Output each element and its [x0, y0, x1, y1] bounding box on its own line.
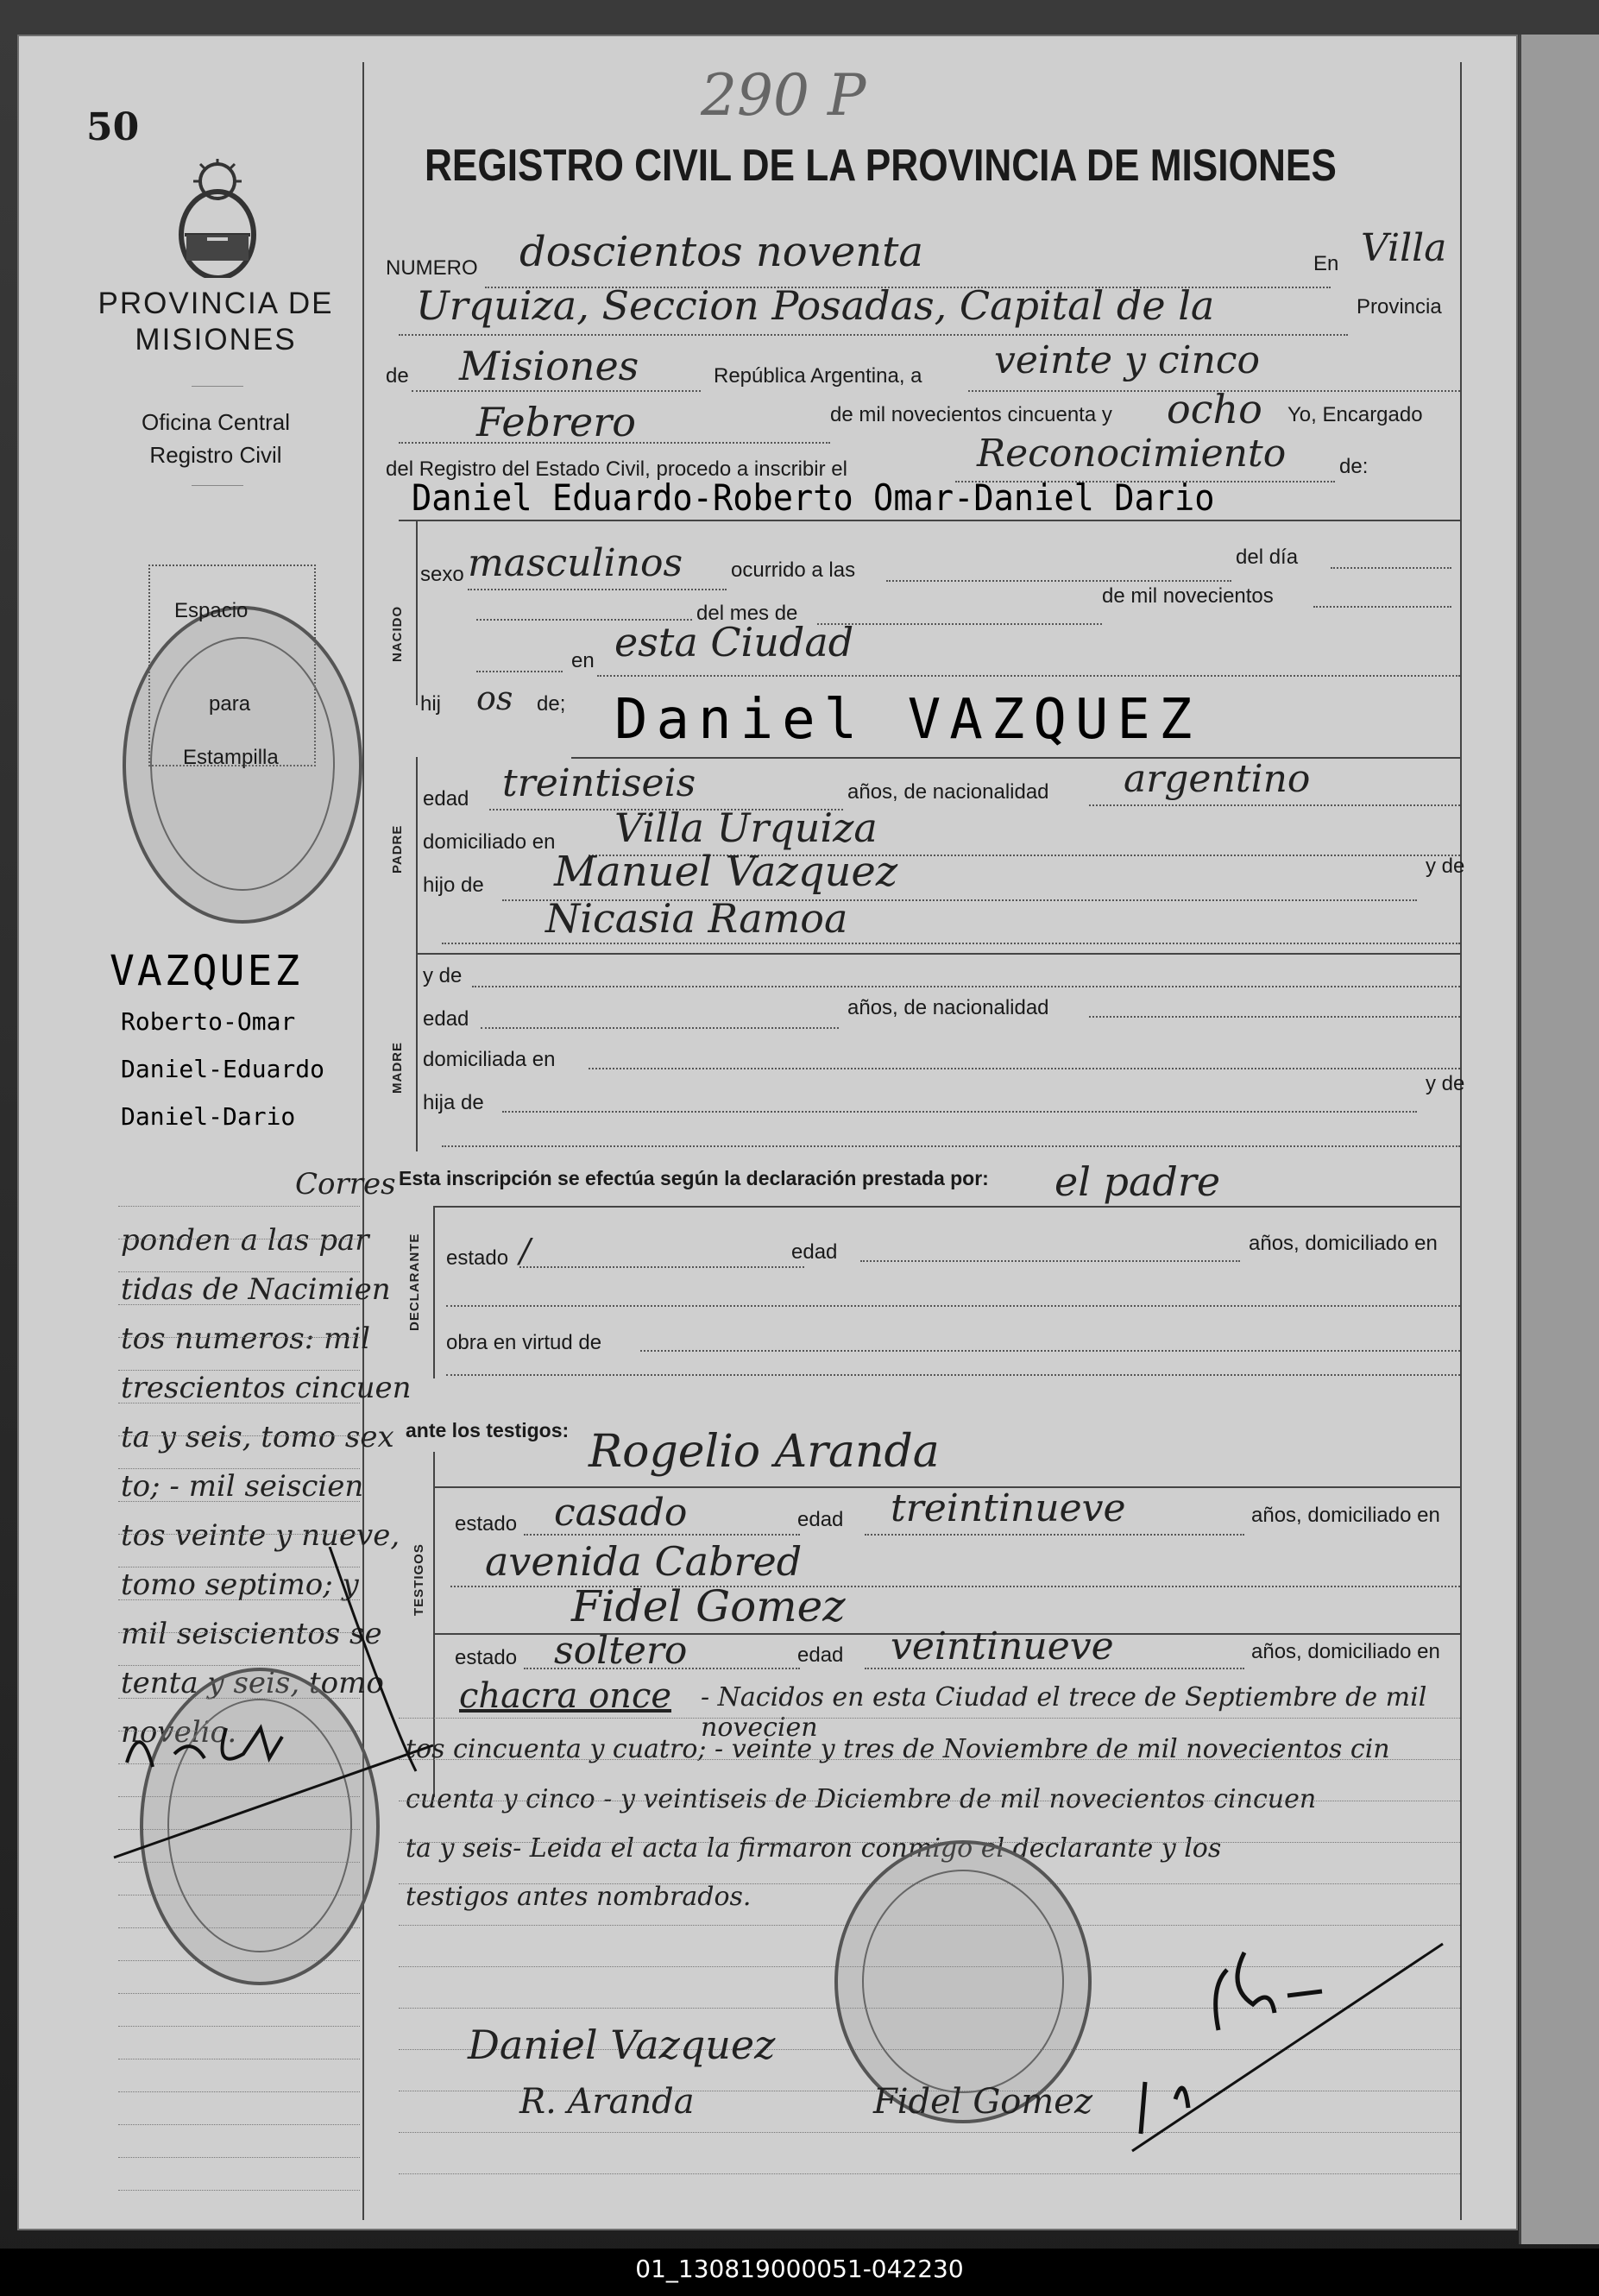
witness1-address: avenida Cabred: [485, 1538, 803, 1585]
image-id-label: 01_130819000051-042230: [635, 2255, 964, 2283]
registro-label: del Registro del Estado Civil, procedo a inscribir el: [386, 457, 847, 481]
madre-side-label: MADRE: [390, 1042, 405, 1094]
de-label: de: [386, 364, 409, 388]
grandmother-name: Nicasia Ramoa: [545, 895, 848, 942]
next-page-edge: [1519, 35, 1599, 2244]
note-line: ta y seis- Leida el acta la firmaron conmigo el declarante y los: [406, 1833, 1222, 1864]
witness2-edad: veintinueve: [891, 1624, 1114, 1668]
mother-y-de-label-2: y de: [1426, 1072, 1465, 1095]
mother-edad-label: edad: [423, 1007, 469, 1031]
cross-out-stroke: [105, 1547, 450, 1895]
witness2-edad-label: edad: [797, 1643, 844, 1667]
signature-witness2: Fidel Gomez: [873, 2082, 1093, 2122]
note-line: tos cincuenta y cuatro; - veinte y tres de Noviembre de mil novecientos cin: [406, 1734, 1390, 1764]
witness1-edad-label: edad: [797, 1508, 844, 1531]
witness1-estado-label: estado: [455, 1512, 518, 1536]
declarante-value: el padre: [1054, 1158, 1221, 1205]
en-label-2: en: [571, 649, 595, 672]
margin-note-line: ta y seis, tomo sex: [121, 1420, 394, 1454]
margin-note-line: tos numeros: mil: [121, 1321, 370, 1356]
stamp-space-label-1: Espacio: [174, 599, 249, 622]
del-mes-label: del mes de: [696, 602, 798, 625]
numero-value: doscientos noventa: [519, 228, 924, 276]
father-address: Villa Urquiza: [614, 804, 878, 851]
margin-note-line: novelio.: [121, 1715, 237, 1750]
obra-label: obra en virtud de: [446, 1331, 602, 1354]
republica-label: República Argentina, a: [714, 364, 922, 388]
pencil-number: 290 P: [701, 62, 866, 129]
declarante-domicilio-label: años, domiciliado en: [1249, 1232, 1438, 1255]
child-names: Daniel Eduardo-Roberto Omar-Daniel Dario: [412, 476, 1215, 519]
province-title-line2: MISIONES: [135, 323, 297, 356]
month-value: Febrero: [476, 399, 636, 445]
father-nationality-label: años, de nacionalidad: [847, 780, 1049, 804]
mother-address-label: domiciliada en: [423, 1048, 556, 1071]
padre-side-label: PADRE: [390, 824, 405, 874]
folio-number: 50: [86, 105, 140, 149]
stamp-space-label-2: para: [209, 692, 251, 716]
margin-note-line: trescientos cincuen: [121, 1371, 412, 1405]
witness2-estado: soltero: [554, 1629, 688, 1673]
witness1-estado: casado: [554, 1491, 688, 1535]
grandfather-name: Manuel Vazquez: [554, 848, 898, 896]
margin-note-line: ponden a las par: [121, 1223, 369, 1258]
margin-dash: [192, 485, 243, 486]
father-name: Daniel VAZQUEZ: [614, 688, 1201, 752]
signature-father: Daniel Vazquez: [468, 2022, 776, 2068]
margin-note-name-1: Roberto-Omar: [121, 1007, 296, 1036]
province-title-line1: PROVINCIA DE: [98, 287, 334, 320]
margin-note-line: tos veinte y nueve,: [121, 1518, 400, 1553]
witness1-name: Rogelio Aranda: [589, 1426, 940, 1478]
witness2-address: chacra once: [459, 1676, 672, 1716]
witness2-name: Fidel Gomez: [571, 1581, 846, 1631]
mother-hija-label: hija de: [423, 1091, 484, 1114]
margin-note-line: to; - mil seiscien: [121, 1469, 364, 1504]
margin-dash: [192, 386, 243, 387]
witness1-edad: treintinueve: [891, 1486, 1126, 1530]
registrar-signature: [1124, 1935, 1451, 2163]
provincia-label: Provincia: [1357, 295, 1442, 319]
margin-note-line: tenta y seis, tomo: [121, 1666, 384, 1700]
province-value: Misiones: [459, 343, 639, 389]
stamp-space-label-3: Estampilla: [183, 746, 279, 769]
margin-note-line: tomo septimo; y: [121, 1567, 359, 1602]
coat-of-arms-icon: [174, 157, 261, 281]
margin-note-line: mil seiscientos se: [121, 1617, 382, 1651]
hijos-label-b: de;: [537, 692, 566, 716]
page-title: REGISTRO CIVIL DE LA PROVINCIA DE MISIONES: [425, 141, 1337, 191]
sexo-value: masculinos: [468, 541, 683, 585]
father-address-label: domiciliado en: [423, 830, 556, 854]
birth-place-value: esta Ciudad: [614, 619, 854, 665]
ocurrido-label: ocurrido a las: [731, 558, 856, 582]
nacido-side-label: NACIDO: [390, 605, 405, 662]
de-colon-label: de:: [1339, 455, 1369, 478]
encargado-label: Yo, Encargado: [1287, 403, 1423, 426]
testigos-side-label: TESTIGOS: [412, 1543, 426, 1616]
declaracion-label: Esta inscripción se efectúa según la declaración prestada por:: [399, 1167, 989, 1189]
official-seal-3: [834, 1840, 1092, 2123]
day-value: veinte y cinco: [994, 338, 1261, 382]
en-label: En: [1313, 252, 1339, 275]
year-value: ocho: [1167, 386, 1262, 432]
year-label: de mil novecientos cincuenta y: [830, 403, 1112, 426]
hijos-value: os: [476, 679, 513, 717]
father-nationality: argentino: [1124, 757, 1311, 801]
margin-note-name-2: Daniel-Eduardo: [121, 1055, 325, 1083]
office-line1: Oficina Central: [142, 409, 290, 435]
note-line: cuenta y cinco - y veintiseis de Diciembre de mil novecientos cincuen: [406, 1784, 1317, 1814]
father-age: treintiseis: [502, 761, 696, 805]
note-line: testigos antes nombrados.: [406, 1882, 752, 1912]
note-line: - Nacidos en esta Ciudad el trece de Septiembre de mil novecien: [701, 1682, 1427, 1743]
office-line2: Registro Civil: [149, 442, 282, 468]
witness1-domicilio-label: años, domiciliado en: [1251, 1504, 1440, 1527]
y-de-label: y de: [1426, 855, 1465, 878]
numero-label: NUMERO: [386, 256, 478, 280]
place-value: Urquiza, Seccion Posadas, Capital de la: [416, 282, 1215, 329]
declarante-side-label: DECLARANTE: [407, 1233, 422, 1331]
margin-note-name-3: Daniel-Dario: [121, 1102, 296, 1131]
father-edad-label: edad: [423, 787, 469, 811]
testigos-intro-label: ante los testigos:: [406, 1419, 570, 1441]
hijo-de-label: hijo de: [423, 874, 484, 897]
del-dia-label: del día: [1236, 546, 1299, 569]
margin-note-line: tidas de Nacimien: [121, 1272, 391, 1307]
signature-witness1: R. Aranda: [519, 2082, 695, 2122]
margin-note-line: Corres: [295, 1167, 396, 1202]
witness2-domicilio-label: años, domiciliado en: [1251, 1640, 1440, 1663]
act-value: Reconocimiento: [977, 432, 1287, 476]
declarante-estado-value: /: [519, 1232, 531, 1270]
mother-y-de-label: y de: [423, 964, 463, 987]
declarante-estado-label: estado: [446, 1246, 509, 1270]
witness2-estado-label: estado: [455, 1646, 518, 1669]
sexo-label: sexo: [420, 563, 464, 586]
en-value: Villa: [1361, 226, 1447, 270]
mother-nationality-label: años, de nacionalidad: [847, 996, 1049, 1019]
margin-note-surname: VAZQUEZ: [110, 947, 303, 995]
mil-novecientos-label: de mil novecientos: [1102, 584, 1274, 608]
right-border: [1460, 62, 1462, 2220]
hijos-label-a: hij: [420, 692, 442, 716]
declarante-edad-label: edad: [791, 1240, 838, 1264]
register-page: [17, 35, 1518, 2230]
